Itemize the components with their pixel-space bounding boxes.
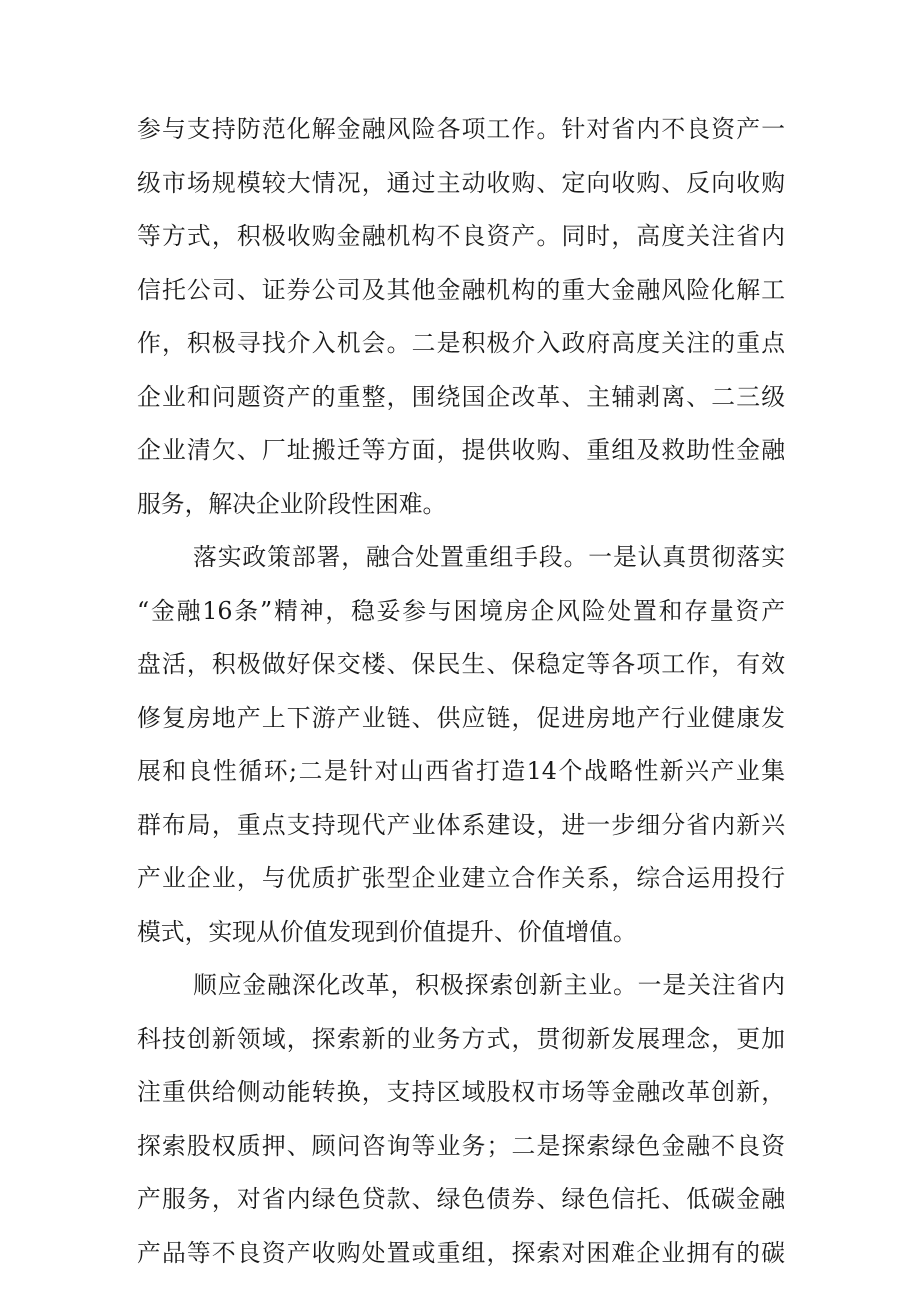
paragraph-line: 服务，解决企业阶段性困难。 <box>137 490 447 518</box>
paragraph-line: 修复房地产上下游产业链、供应链，促进房地产行业健康发 <box>137 704 785 732</box>
paragraph-line: 群布局，重点支持现代产业体系建设，进一步细分省内新兴 <box>137 811 785 839</box>
paragraph-line: 级市场规模较大情况，通过主动收购、定向收购、反向收购 <box>137 169 785 197</box>
paragraph-line: 产业企业，与优质扩张型企业建立合作关系，综合运用投行 <box>137 864 785 892</box>
paragraph-line: 企业清欠、厂址搬迁等方面，提供收购、重组及救助性金融 <box>137 436 785 464</box>
paragraph-line: 等方式，积极收购金融机构不良资产。同时，高度关注省内 <box>137 222 785 250</box>
paragraph-first-line: 顺应金融深化改革，积极探索创新主业。一是关注省内 <box>193 971 785 999</box>
paragraph-line: 参与支持防范化解金融风险各项工作。针对省内不良资产一 <box>137 115 785 143</box>
paragraph-line: 探索股权质押、顾问咨询等业务；二是探索绿色金融不良资 <box>137 1132 785 1160</box>
paragraph-line: 信托公司、证券公司及其他金融机构的重大金融风险化解工 <box>137 276 785 304</box>
paragraph-line: 注重供给侧动能转换，支持区域股权市场等金融改革创新， <box>137 1078 785 1106</box>
paragraph-line: 盘活，积极做好保交楼、保民生、保稳定等各项工作，有效 <box>137 650 785 678</box>
paragraph-line: 展和良性循环;二是针对山西省打造14个战略性新兴产业集 <box>137 757 785 785</box>
paragraph-line: 科技创新领域，探索新的业务方式，贯彻新发展理念，更加 <box>137 1025 785 1053</box>
paragraph-line: “金融16条”精神，稳妥参与困境房企风险处置和存量资产 <box>137 597 785 625</box>
paragraph-line: 产服务，对省内绿色贷款、绿色债券、绿色信托、低碳金融 <box>137 1185 785 1213</box>
paragraph-line: 作，积极寻找介入机会。二是积极介入政府高度关注的重点 <box>137 329 785 357</box>
paragraph-first-line: 落实政策部署，融合处置重组手段。一是认真贯彻落实 <box>193 543 785 571</box>
paragraph-line: 产品等不良资产收购处置或重组，探索对困难企业拥有的碳 <box>137 1239 785 1267</box>
paragraph-line: 模式，实现从价值发现到价值提升、价值增值。 <box>137 918 637 946</box>
paragraph-line: 企业和问题资产的重整，围绕国企改革、主辅剥离、二三级 <box>137 383 785 411</box>
